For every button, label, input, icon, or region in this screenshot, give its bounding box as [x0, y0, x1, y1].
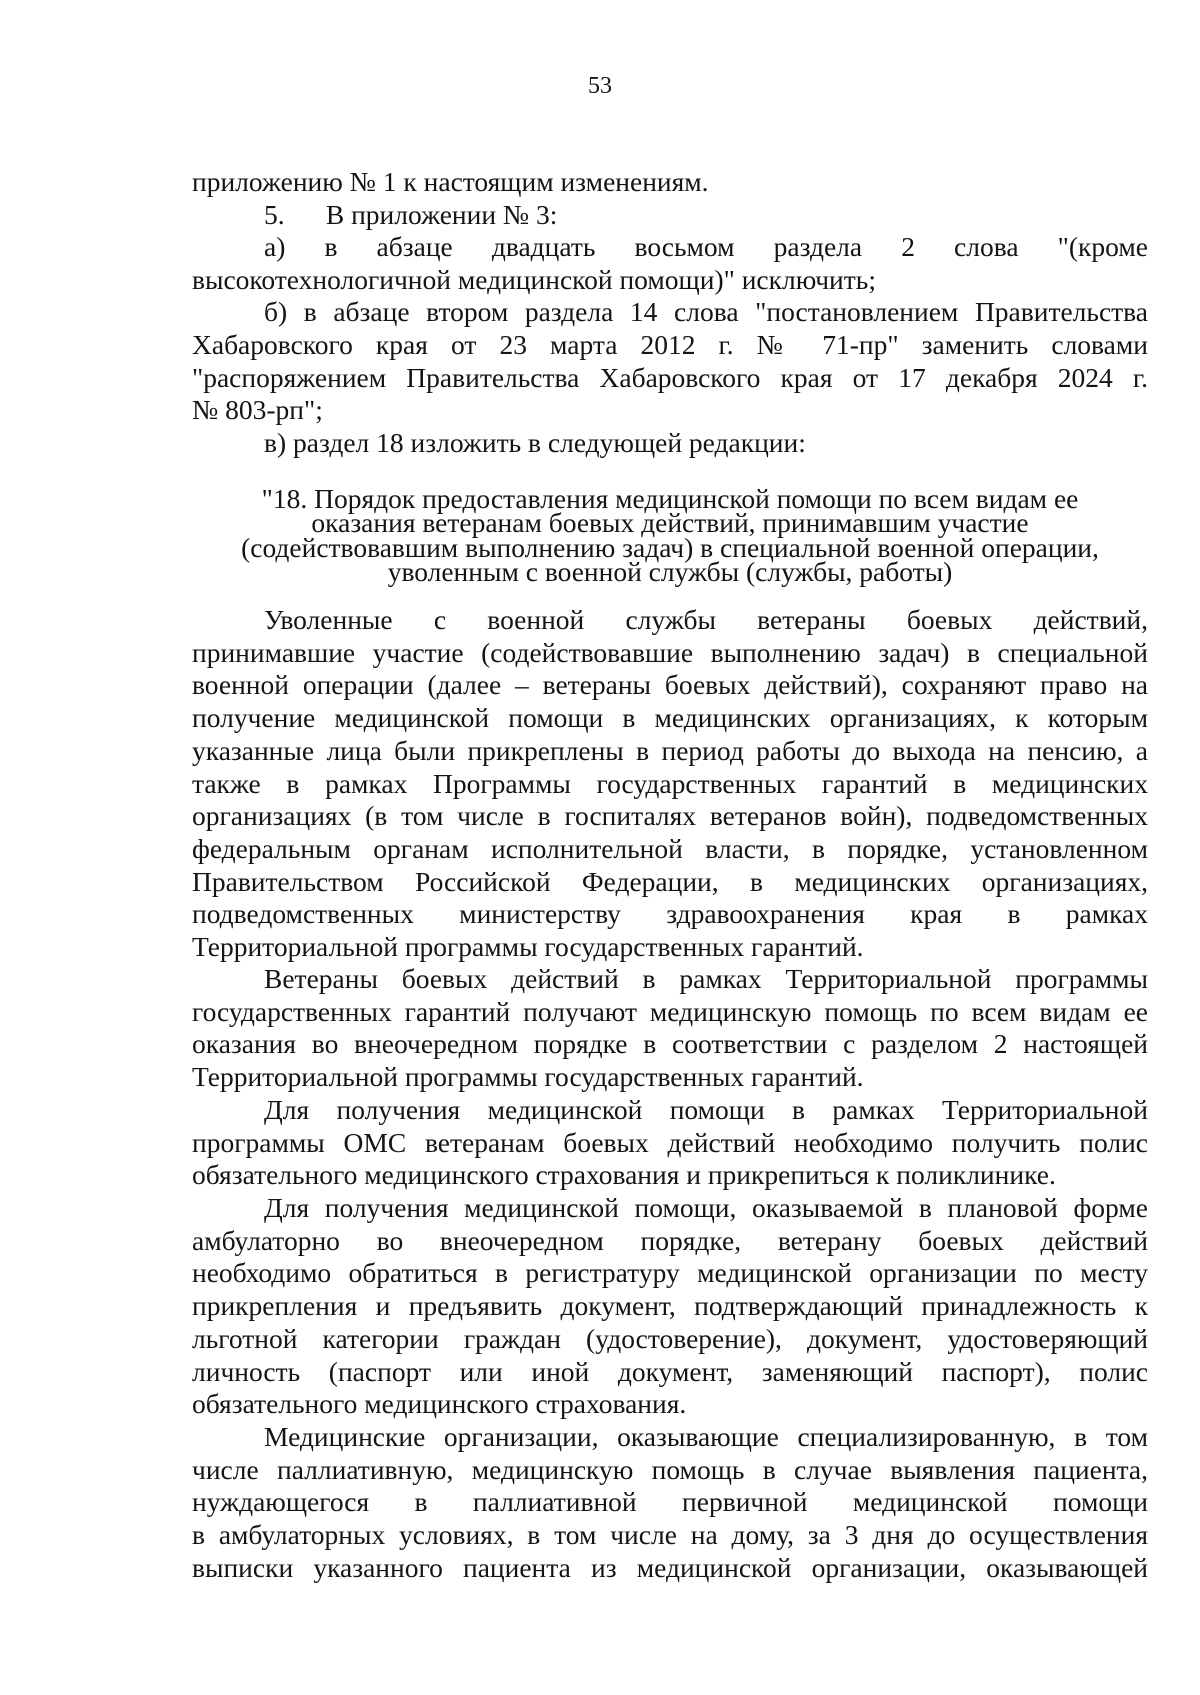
list-item-a: а) в абзаце двадцать восьмом раздела 2 слова "(кроме: [264, 231, 1148, 263]
text-line: государственных гарантий получают медицинскую помощь по всем видам ее: [192, 995, 1148, 1027]
text-line: Ветераны боевых действий в рамках Территориальной программы: [264, 963, 1148, 994]
text-line: программы ОМС ветеранам боевых действий необходимо получить полис: [192, 1126, 1148, 1158]
text-line: в амбулаторных условиях, в том числе на дому, за 3 дня до осуществления: [192, 1519, 1148, 1551]
text-line: нуждающегося в паллиативной первичной медицинской помощи: [192, 1486, 1148, 1518]
text-line: приложению № 1 к настоящим изменениям.: [192, 166, 709, 197]
section-heading: [192, 483, 1148, 588]
text-line: федеральным органам исполнительной власти, в порядке, установленном: [192, 832, 1148, 864]
text-line: Территориальной программы государственных гарантий.: [192, 1061, 864, 1093]
text-line: выписки указанного пациента из медицинской организации, оказывающей: [192, 1551, 1148, 1583]
paragraph-3: [192, 1094, 1148, 1192]
text-line: льготной категории граждан (удостоверение), документ, удостоверяющий: [192, 1322, 1148, 1354]
text-line: Для получения медицинской помощи в рамках Территориальной: [264, 1094, 1148, 1125]
text-line: Правительством Российской Федерации, в медицинских организациях,: [192, 865, 1148, 897]
text-line: обязательного медицинского страхования и прикрепиться к поликлинике.: [192, 1159, 1056, 1191]
paragraph-5: [192, 1421, 1148, 1585]
text-line: личность (паспорт или иной документ, заменяющий паспорт), полис: [192, 1355, 1148, 1387]
text-line: прикрепления и предъявить документ, подтверждающий принадлежность к: [192, 1290, 1148, 1322]
intro-block: [192, 166, 1148, 459]
text-line: Для получения медицинской помощи, оказываемой в плановой форме: [264, 1192, 1148, 1223]
text-line: числе паллиативную, медицинскую помощь в случае выявления пациента,: [192, 1453, 1148, 1485]
list-item-5: 5. В приложении № 3:: [264, 198, 558, 230]
heading-line: (содействовавшим выполнению задач) в специальной военной операции,: [241, 531, 1099, 563]
text-line: военной операции (далее – ветераны боевых действий), сохраняют право на: [192, 669, 1148, 701]
text-line: Уволенные с военной службы ветераны боевых действий,: [264, 604, 1148, 635]
text-line: № 803-рп";: [192, 394, 323, 426]
paragraph-4: [192, 1192, 1148, 1421]
text-line: подведомственных министерству здравоохранения края в рамках: [192, 898, 1148, 930]
text-line: также в рамках Программы государственных гарантий в медицинских: [192, 767, 1148, 799]
text-line: Медицинские организации, оказывающие специализированную, в том: [264, 1421, 1148, 1452]
paragraph-2: [192, 963, 1148, 1094]
heading-line: оказания ветеранам боевых действий, принимавшим участие: [311, 507, 1029, 539]
text-line: необходимо обратиться в регистратуру медицинской организации по месту: [192, 1257, 1148, 1289]
paragraph-1: [192, 604, 1148, 964]
text-line: организациях (в том числе в госпиталях ветеранов войн), подведомственных: [192, 800, 1148, 832]
heading-line: уволенным с военной службы (службы, работы): [387, 556, 953, 588]
text-line: оказания во внеочередном порядке в соответствии с разделом 2 настоящей: [192, 1028, 1148, 1060]
text-line: указанные лица были прикреплены в период работы до выхода на пенсию, а: [192, 734, 1148, 766]
text-line: Хабаровского края от 23 марта 2012 г. № 71-пр" заменить словами: [192, 328, 1148, 360]
list-item-b: б) в абзаце втором раздела 14 слова "постановлением Правительства: [264, 296, 1148, 328]
text-line: Территориальной программы государственных гарантий.: [192, 931, 864, 963]
page-number: 53: [588, 73, 612, 99]
text-line: "распоряжением Правительства Хабаровского края от 17 декабря 2024 г.: [192, 361, 1148, 393]
list-item-v: в) раздел 18 изложить в следующей редакции:: [264, 426, 806, 458]
text-line: принимавшие участие (содействовавшие выполнению задач) в специальной: [192, 636, 1148, 668]
text-line: амбулаторно во внеочередном порядке, ветерану боевых действий: [192, 1224, 1148, 1256]
text-line: высокотехнологичной медицинской помощи)" исключить;: [192, 263, 876, 295]
heading-line: "18. Порядок предоставления медицинской помощи по всем видам ее: [261, 483, 1079, 514]
text-line: обязательного медицинского страхования.: [192, 1388, 687, 1420]
text-line: получение медицинской помощи в медицинских организациях, к которым: [192, 702, 1148, 734]
